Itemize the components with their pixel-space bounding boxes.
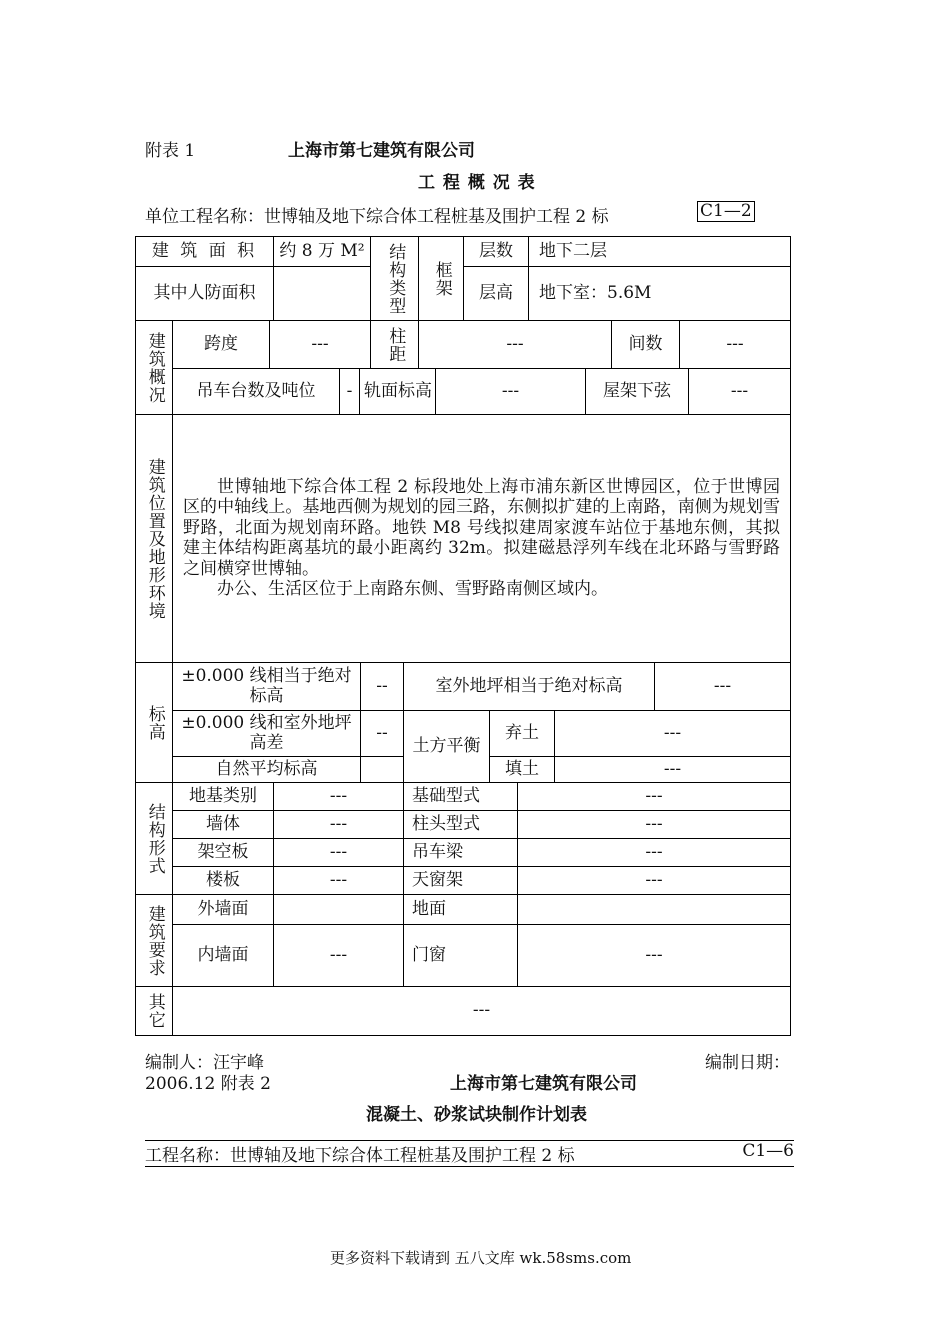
form-code: C1—2 <box>697 201 755 222</box>
structure-row-label: 柱头型式 <box>404 811 518 839</box>
overview-table <box>135 236 791 1036</box>
area-value: 约 8 万 M² <box>274 237 371 267</box>
natural-elevation-label: 自然平均标高 <box>173 757 361 783</box>
structure-row-value: --- <box>274 811 404 839</box>
form-code-2: C1—6 <box>742 1141 794 1161</box>
location-paragraph-2: 办公、生活区位于上南路东侧、雪野路南侧区域内。 <box>217 578 608 599</box>
date-and-appendix2: 2006.12 附表 2 <box>145 1074 271 1094</box>
structure-row-value: --- <box>518 867 790 895</box>
column-value: --- <box>419 321 612 369</box>
earth-balance-label: 土方平衡 <box>404 711 490 783</box>
outdoor-abs-label: 室外地坪相当于绝对标高 <box>404 663 655 711</box>
struct-type-label: 结构类型 <box>371 237 419 321</box>
structure-row-label: 基础型式 <box>404 783 518 811</box>
natural-elevation-value <box>361 757 404 783</box>
location-label: 建筑位置及地形环境 <box>136 415 173 663</box>
structure-row-value: --- <box>518 811 790 839</box>
structure-row-label: 墙体 <box>173 811 274 839</box>
structure-row-label: 楼板 <box>173 867 274 895</box>
crane-value: - <box>340 369 360 415</box>
location-paragraph-1: 世博轴地下综合体工程 2 标段地处上海市浦东新区世博园区，位于世博园区的中轴线上。基地西侧为规划的园三路，东侧拟扩建的上南路，南侧为规划雪野路，北面为规划南环路。地铁 M8 号线拟建周家渡车站位于基地东侧，其拟建主体结构距离基坑的最小距离约 32m。拟建磁悬浮列车线在北环路与雪野路之间横穿世博轴。 <box>183 477 780 579</box>
company-name: 上海市第七建筑有限公司 <box>288 141 475 161</box>
bays-value: --- <box>680 321 790 369</box>
fill-soil-value: --- <box>555 757 790 783</box>
other-label: 其它 <box>136 987 173 1035</box>
overview-label: 建筑概况 <box>136 321 173 415</box>
span-label: 跨度 <box>173 321 270 369</box>
unit-project-name: 单位工程名称：世博轴及地下综合体工程桩基及围护工程 2 标 <box>145 207 609 227</box>
column-label: 柱距 <box>371 321 419 369</box>
structure-row-value: --- <box>274 783 404 811</box>
structure-row-value: --- <box>518 839 790 867</box>
fill-soil-label: 填土 <box>490 757 555 783</box>
structure-label: 结构形式 <box>136 783 173 895</box>
floors-label: 层数 <box>464 237 529 267</box>
structure-row-label: 吊车梁 <box>404 839 518 867</box>
rail-label: 轨面标高 <box>360 369 436 415</box>
structure-row-label: 架空板 <box>173 839 274 867</box>
exterior-wall-label: 外墙面 <box>173 895 274 925</box>
discard-soil-label: 弃土 <box>490 711 555 757</box>
bays-label: 间数 <box>612 321 680 369</box>
door-window-label: 门窗 <box>404 925 518 987</box>
location-description <box>173 415 790 663</box>
door-window-value: --- <box>518 925 790 987</box>
other-value: --- <box>472 1000 491 1021</box>
compile-date-label: 编制日期： <box>705 1053 790 1073</box>
abs-elevation-label: ±0.000 线相当于绝对标高 <box>173 663 361 711</box>
structure-row-label: 天窗架 <box>404 867 518 895</box>
ground-value <box>518 895 790 925</box>
truss-value: --- <box>689 369 790 415</box>
exterior-wall-value <box>274 895 404 925</box>
form-title-2: 混凝土、砂浆试块制作计划表 <box>366 1105 587 1125</box>
height-value: 地下室：5.6M <box>529 267 790 321</box>
span-value: --- <box>270 321 371 369</box>
form-title: 工 程 概 况 表 <box>418 173 536 193</box>
elevation-label: 标高 <box>136 663 173 783</box>
abs-elevation-value: -- <box>361 663 404 711</box>
company-name-2: 上海市第七建筑有限公司 <box>450 1074 637 1094</box>
project-name-row-2 <box>145 1140 794 1167</box>
civil-defense-value <box>274 267 371 321</box>
rail-value: --- <box>436 369 586 415</box>
ground-label: 地面 <box>404 895 518 925</box>
appendix-label: 附表 1 <box>145 141 196 161</box>
requirements-label: 建筑要求 <box>136 895 173 987</box>
project-name-2: 工程名称：世博轴及地下综合体工程桩基及围护工程 2 标 <box>145 1146 575 1166</box>
truss-label: 屋架下弦 <box>586 369 689 415</box>
compiler: 编制人：汪宇峰 <box>145 1053 264 1073</box>
structure-row-value: --- <box>274 867 404 895</box>
structure-row-value: --- <box>518 783 790 811</box>
civil-defense-label: 其中人防面积 <box>136 267 274 321</box>
height-diff-value: -- <box>361 711 404 757</box>
crane-label: 吊车台数及吨位 <box>173 369 340 415</box>
struct-type-value: 框架 <box>419 237 464 321</box>
height-label: 层高 <box>464 267 529 321</box>
area-label: 建 筑 面 积 <box>136 237 274 267</box>
height-diff-label: ±0.000 线和室外地坪高差 <box>173 711 361 757</box>
floors-value: 地下二层 <box>529 237 790 267</box>
structure-row-value: --- <box>274 839 404 867</box>
structure-row-label: 地基类别 <box>173 783 274 811</box>
watermark-footer: 更多资料下载请到 五八文库 wk.58sms.com <box>330 1249 632 1267</box>
outdoor-abs-value: --- <box>655 663 790 711</box>
interior-wall-value: --- <box>274 925 404 987</box>
discard-soil-value: --- <box>555 711 790 757</box>
interior-wall-label: 内墙面 <box>173 925 274 987</box>
